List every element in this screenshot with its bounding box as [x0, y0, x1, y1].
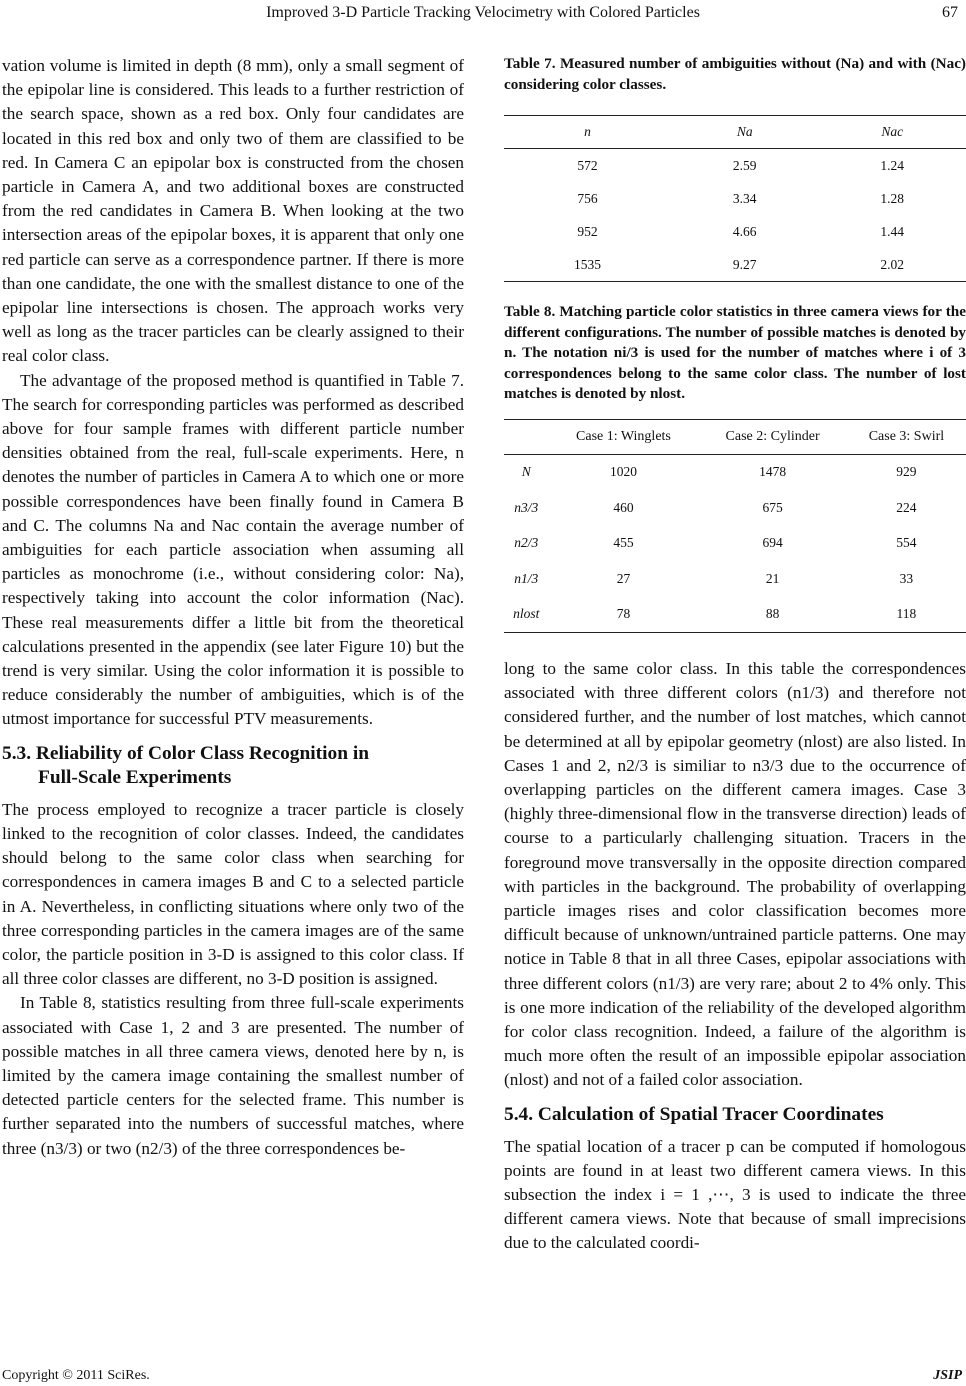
journal-name: JSIP [933, 1368, 962, 1383]
table8-header: Case 2: Cylinder [698, 419, 847, 454]
table-row: 1535 9.27 2.02 [573, 256, 905, 272]
table-row: n3/3 460 675 224 [514, 499, 917, 515]
table-row: nlost 78 88 118 [513, 606, 917, 622]
paragraph: The spatial location of a tracer p can be computed if homologous points are found in at least two different camera views. In this subsection the index i = 1 ,⋯, 3 is used to indicate the three different camera views. Note that because of small imprecisions due to the calculated coordi- [504, 1136, 966, 1253]
paragraph: vation volume is limited in depth (8 mm), only a small segment of the epipolar line is considered. This leads to a further restriction of the search space, shown as a red box. Only four candidates are located in this red box and only two of them are classified to be red. In Camera C an epipolar box is constructed from the chosen particle in Camera A, and two additional boxes are constructed from the red candidates in Camera B. When looking at the two intersection areas of the epipolar boxes, it is apparent that only one red particle can serve as a correspondence partner. If there is more than one candidate, the one with the smallest distance to one of the epipolar line intersections is chosen. The approach works very well as long as the tracer particles can be clearly assigned to their real color class. [2, 56, 464, 366]
table-row: 572 2.59 1.24 [577, 157, 905, 173]
left-column [2, 54, 464, 1161]
table-row: n1/3 27 21 33 [514, 570, 914, 586]
table8-header: Case 1: Winglets [549, 419, 699, 454]
table-row: 756 3.34 1.28 [577, 190, 905, 206]
copyright: Copyright © 2011 SciRes. [2, 1368, 150, 1383]
paragraph: The process employed to recognize a tracer particle is closely linked to the recognition of color classes. Indeed, the candidates should belong to the same color class when searching for correspondences in camera images B and C to a selected particle in A. Nevertheless, in conflicting situations where only two of the three corresponding particles in the camera images are of the same color, the particle position in 3-D is assigned to this color class. If all three color classes are different, no 3-D position is assigned. [2, 799, 464, 989]
page-number: 67 [942, 4, 958, 21]
table-row: 952 4.66 1.44 [577, 223, 905, 239]
section-heading-5-3: 5.3. Reliability of Color Class Recognition in Full-Scale Experiments [2, 742, 369, 788]
table8-header [504, 419, 549, 454]
table7-header: Nac [818, 116, 966, 149]
table7-caption: Table 7. Measured number of ambiguities without (Na) and with (Nac) considering color classes. [504, 55, 966, 93]
page-header [0, 4, 966, 26]
table8 [504, 419, 966, 634]
paragraph: In Table 8, statistics resulting from three full-scale experiments associated with Case 1, 2 and 3 are presented. The number of possible matches in all three camera views, denoted here by n, is limited by the camera image containing the smallest number of detected particle centers for the selected frame. This number is further separated into the numbers of successful matches, where three (n3/3) or two (n2/3) of the three correspondences be- [2, 993, 464, 1158]
page-footer [2, 1368, 964, 1384]
running-title: Improved 3-D Particle Tracking Velocimetry with Colored Particles [266, 4, 700, 21]
right-column [504, 54, 966, 1256]
section-heading-5-4: 5.4. Calculation of Spatial Tracer Coordinates [504, 1103, 884, 1125]
table8-header: Case 3: Swirl [847, 419, 966, 454]
table7-header: Na [671, 116, 819, 149]
table-row: N 1020 1478 929 [521, 464, 917, 480]
table7-header: n [504, 116, 671, 149]
table8-caption: Table 8. Matching particle color statistics in three camera views for the different configurations. The number of possible matches is denoted by n. The notation ni/3 is used for the number of matches where i of 3 correspondences belong to the same color class. The number of lost matches is denoted by nlost. [504, 303, 966, 402]
table7 [504, 115, 966, 282]
paragraph: long to the same color class. In this table the correspondences associated with three different colors (n1/3) and therefore not considered further, and the number of lost matches, which cannot be determined at all by epipolar geometry (nlost) are also listed. In Cases 1 and 2, n2/3 is similiar to n3/3 due to the occurrence of overlapping particles on the different camera images. Case 3 (highly three-dimensional flow in the transverse direction) leads of course to a particularly challenging situation. Tracers in the foreground move transversally in the opposite direction compared with particles in the background. The probability of overlapping particle images rises and color classification becomes more difficult because of unknown/untrained particle patterns. One may notice in Table 8 that in all three Cases, epipolar associations with three different colors (n1/3) are very rare; about 2 to 4% only. This is one more indication of the reliability of the developed algorithm for color class recognition. Indeed, a failure of the algorithm is much more often the result of an impossible epipolar association (nlost) and not of a failed color association. [504, 659, 966, 1090]
table-row: n2/3 455 694 554 [514, 535, 917, 551]
paragraph: The advantage of the proposed method is quantified in Table 7. The search for corresponding particles was performed as described above for four sample frames with different particle number densities obtained from the real, full-scale experiments. Here, n denotes the number of particles in Camera A to which one or more possible correspondences have been finally found in Camera B and C. The columns Na and Nac contain the average number of ambiguities for each particle association when assuming all particles as monochrome (i.e., without considering color: Na), respectively taking into account the color information (Nac). These real measurements differ a little bit from the theoretical calculations presented in the appendix (see later Figure 10) but the trend is very similar. Using the color information it is possible to reduce considerably the number of ambiguities, which is of the utmost importance for successful PTV measurements. [2, 370, 464, 729]
